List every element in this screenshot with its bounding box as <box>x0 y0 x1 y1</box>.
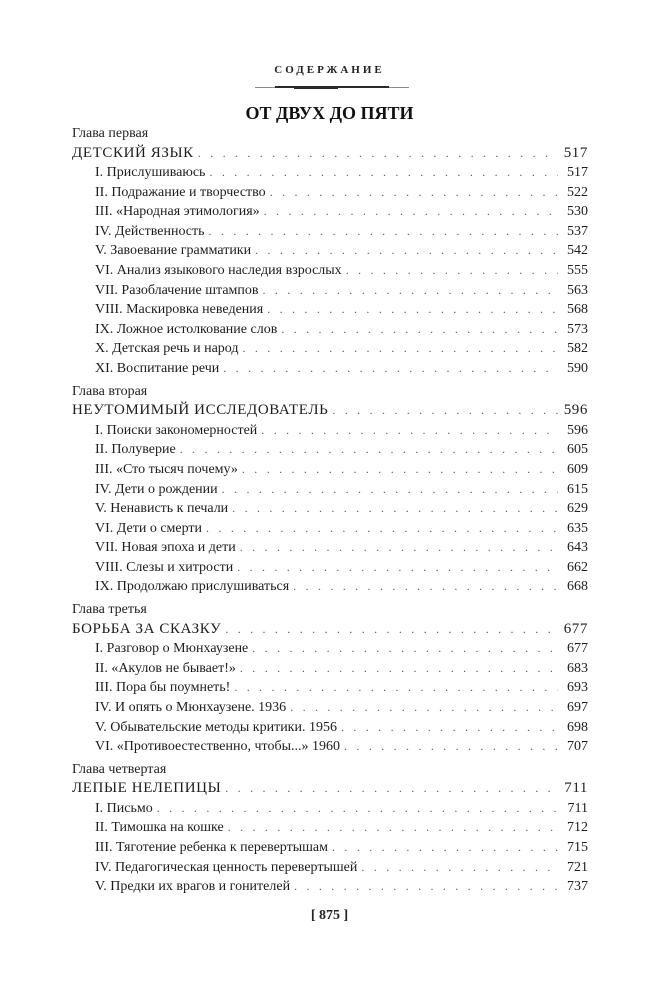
toc-entry[interactable] <box>72 261 588 281</box>
dot-leader <box>290 698 558 718</box>
section-title: IV. И опять о Мюнхаузене. 1936 <box>95 699 287 715</box>
page-number: 582 <box>567 341 588 357</box>
page-number: 563 <box>567 282 588 298</box>
chapter-2 <box>72 382 588 597</box>
section-title: V. Обывательские методы критики. 1956 <box>95 719 337 735</box>
section-title: VI. Анализ языкового наследия взрослых <box>95 263 342 279</box>
section-title: IV. Педагогическая ценность перевертышей <box>95 859 358 875</box>
dot-leader <box>209 163 558 183</box>
chapter-title: НЕУТОМИМЫЙ ИССЛЕДОВАТЕЛЬ <box>72 402 329 419</box>
table-of-contents <box>72 124 588 900</box>
dot-leader <box>225 779 558 799</box>
dot-leader <box>240 538 558 558</box>
dot-leader <box>252 639 558 659</box>
dot-leader <box>237 558 558 578</box>
chapter-title-entry[interactable] <box>72 779 588 799</box>
chapter-title: ЛЕПЫЕ НЕЛЕПИЦЫ <box>72 780 222 797</box>
chapter-label: Глава четвертая <box>72 761 167 777</box>
page-number: 537 <box>567 223 588 239</box>
dot-leader <box>242 460 558 480</box>
dot-leader <box>180 440 558 460</box>
toc-entry[interactable] <box>72 877 588 897</box>
section-title: III. «Народная этимология» <box>95 204 260 220</box>
dot-leader <box>361 858 558 878</box>
chapter-4 <box>72 760 588 897</box>
toc-entry[interactable] <box>72 519 588 539</box>
toc-entry[interactable] <box>72 818 588 838</box>
dot-leader <box>228 818 558 838</box>
dot-leader <box>222 480 558 500</box>
page-number: 517 <box>563 144 588 161</box>
book-title: ОТ ДВУХ ДО ПЯТИ <box>245 103 414 123</box>
page-number: 522 <box>567 184 588 200</box>
section-title: IX. Ложное истолкование слов <box>95 321 278 337</box>
toc-entry[interactable] <box>72 838 588 858</box>
page-number: 715 <box>567 840 588 855</box>
dot-leader <box>344 737 558 757</box>
toc-entry[interactable] <box>72 799 588 819</box>
page-number: 668 <box>567 579 588 595</box>
page-number: 643 <box>567 540 588 556</box>
dot-leader <box>264 202 558 222</box>
toc-entry[interactable] <box>72 281 588 301</box>
page-folio: [ 875 ] <box>310 908 349 923</box>
dot-leader <box>281 320 558 340</box>
toc-entry[interactable] <box>72 339 588 359</box>
toc-entry[interactable] <box>72 499 588 519</box>
toc-entry[interactable] <box>72 300 588 320</box>
dot-leader <box>332 838 558 858</box>
section-title: VI. Дети о смерти <box>95 520 203 536</box>
page-number: 707 <box>567 739 588 755</box>
toc-entry[interactable] <box>72 440 588 460</box>
toc-entry[interactable] <box>72 183 588 203</box>
page-number: 711 <box>567 800 588 816</box>
page-number: 697 <box>567 699 588 715</box>
toc-entry[interactable] <box>72 460 588 480</box>
page-number: 609 <box>567 461 588 477</box>
dot-leader <box>206 519 558 539</box>
section-title: VIII. Слезы и хитрости <box>95 559 234 575</box>
section-title: I. Поиски закономерностей <box>95 422 258 438</box>
toc-entry[interactable] <box>72 163 588 183</box>
section-title: I. Письмо <box>95 800 153 816</box>
page-number: 737 <box>567 879 588 895</box>
section-title: IV. Дети о рождении <box>95 481 218 497</box>
dot-leader <box>294 877 558 897</box>
section-title: XI. Воспитание речи <box>95 361 220 377</box>
section-title: II. Тимошка на кошке <box>95 820 224 836</box>
page-number: 517 <box>567 165 588 181</box>
dot-leader <box>267 300 558 320</box>
section-title: IV. Действенность <box>95 223 205 239</box>
page-number: 542 <box>567 243 588 259</box>
toc-entry[interactable] <box>72 202 588 222</box>
page-number: 677 <box>567 641 588 657</box>
section-title: II. «Акулов не бывает!» <box>95 660 236 676</box>
page-number: 683 <box>567 660 588 676</box>
page-number: 615 <box>567 481 588 497</box>
page-number: 596 <box>563 402 588 419</box>
section-title: V. Завоевание грамматики <box>95 243 252 259</box>
dot-leader <box>332 401 557 421</box>
running-head: СОДЕРЖАНИЕ <box>274 64 385 76</box>
page-number: 693 <box>567 680 588 696</box>
page-number: 605 <box>567 442 588 458</box>
page-number: 635 <box>567 520 588 536</box>
dot-leader <box>223 359 558 379</box>
page-number: 573 <box>567 321 588 337</box>
divider-core <box>294 86 338 89</box>
page-number: 721 <box>567 859 588 875</box>
toc-entry[interactable] <box>72 577 588 597</box>
section-title: V. Ненависть к печали <box>95 501 229 517</box>
chapter-title-entry[interactable] <box>72 620 588 640</box>
toc-entry[interactable] <box>72 421 588 441</box>
toc-entry[interactable] <box>72 698 588 718</box>
section-title: V. Предки их врагов и гонителей <box>95 879 291 895</box>
chapter-label: Глава вторая <box>72 383 148 399</box>
page-number: 712 <box>567 820 588 836</box>
toc-entry[interactable] <box>72 858 588 878</box>
page-number: 629 <box>567 501 588 517</box>
dot-leader <box>255 241 558 261</box>
page-number: 530 <box>567 204 588 220</box>
section-title: I. Прислушиваюсь <box>95 165 206 181</box>
dot-leader <box>157 799 558 819</box>
dot-leader <box>198 144 558 164</box>
dot-leader <box>261 421 558 441</box>
dot-leader <box>263 281 559 301</box>
toc-entry[interactable] <box>72 320 588 340</box>
page-number: 596 <box>567 422 588 438</box>
page-number: 662 <box>567 559 588 575</box>
dot-leader <box>234 678 558 698</box>
chapter-label: Глава первая <box>72 126 149 141</box>
page-number: 711 <box>564 780 588 797</box>
section-title: VIII. Маскировка неведения <box>95 302 264 318</box>
section-title: VII. Разоблачение штампов <box>95 282 259 298</box>
toc-entry[interactable] <box>72 538 588 558</box>
dot-leader <box>209 222 558 242</box>
page-number: 568 <box>567 302 588 318</box>
section-title: III. Тяготение ребенка к перевертышам <box>95 840 329 855</box>
section-title: VII. Новая эпоха и дети <box>95 540 236 556</box>
chapter-title-entry[interactable] <box>72 401 588 421</box>
toc-entry[interactable] <box>72 222 588 242</box>
toc-entry[interactable] <box>72 241 588 261</box>
section-title: III. Пора бы поумнеть! <box>95 680 231 696</box>
chapter-1 <box>72 124 588 379</box>
dot-leader <box>341 718 558 738</box>
section-title: II. Подражание и творчество <box>95 184 266 200</box>
chapter-title: ДЕТСКИЙ ЯЗЫК <box>72 144 194 161</box>
section-title: X. Детская речь и народ <box>95 341 239 357</box>
chapter-title: БОРЬБА ЗА СКАЗКУ <box>72 620 222 637</box>
page-number: 677 <box>563 620 588 637</box>
toc-entry[interactable] <box>72 639 588 659</box>
toc-entry[interactable] <box>72 678 588 698</box>
toc-entry[interactable] <box>72 359 588 379</box>
toc-entry[interactable] <box>72 659 588 679</box>
section-title: VI. «Противоестественно, чтобы...» 1960 <box>95 739 341 755</box>
section-title: IX. Продолжаю прислушиваться <box>95 579 290 595</box>
dot-leader <box>240 659 558 679</box>
toc-entry[interactable] <box>72 737 588 757</box>
section-title: III. «Сто тысяч почему» <box>95 461 238 477</box>
page-number: 555 <box>567 263 588 279</box>
section-title: II. Полуверие <box>95 442 176 458</box>
section-title: I. Разговор о Мюнхаузене <box>95 641 249 657</box>
page-number: 590 <box>567 361 588 377</box>
toc-entry[interactable] <box>72 718 588 738</box>
dot-leader <box>225 620 557 640</box>
toc-entry[interactable] <box>72 480 588 500</box>
dot-leader <box>293 577 558 597</box>
dot-leader <box>346 261 558 281</box>
page-number: 698 <box>567 719 588 735</box>
dot-leader <box>243 339 559 359</box>
dot-leader <box>270 183 558 203</box>
dot-leader <box>232 499 558 519</box>
chapter-title-entry[interactable] <box>72 144 588 164</box>
toc-entry[interactable] <box>72 558 588 578</box>
chapter-label: Глава третья <box>72 602 147 618</box>
chapter-3 <box>72 600 588 757</box>
